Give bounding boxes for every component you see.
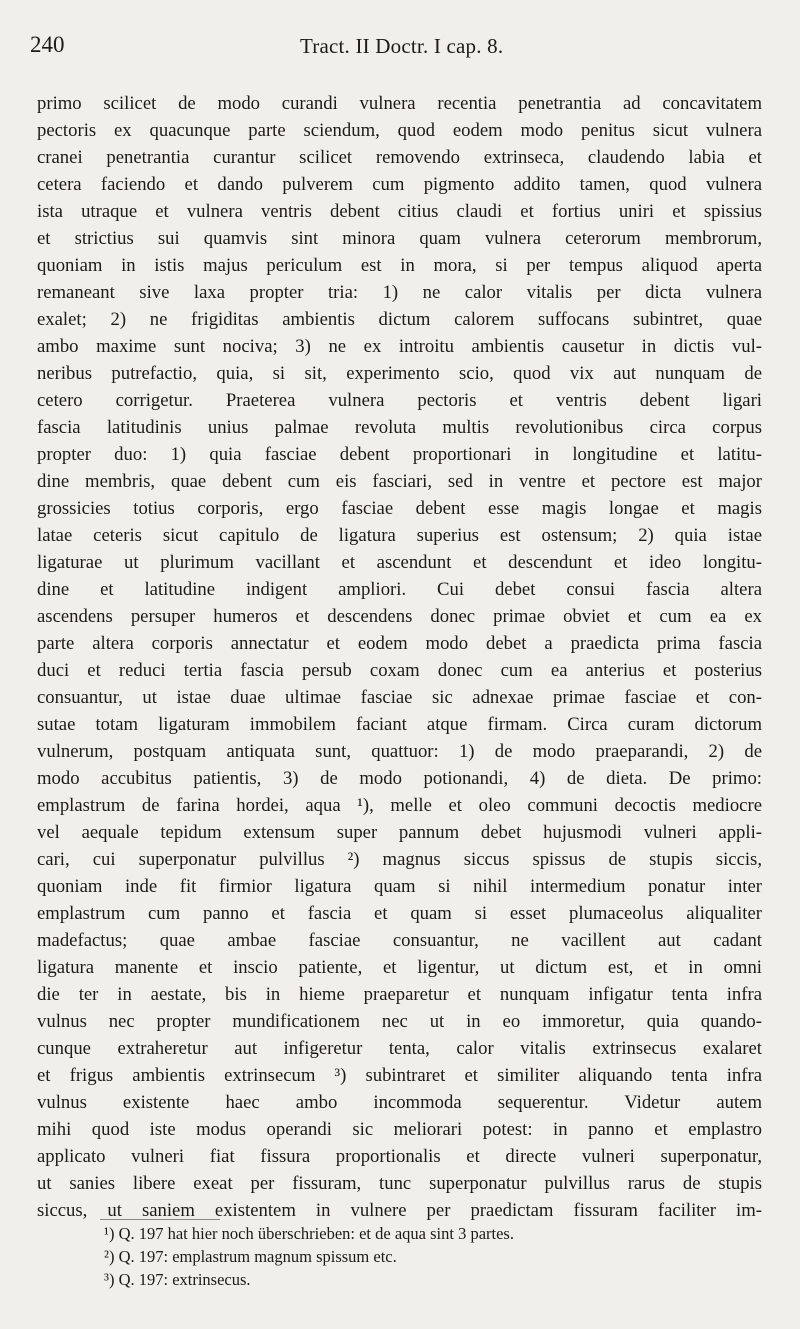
text-line: vulnerum, postquam antiquata sunt, quattuor: 1) de modo praeparandi, 2) de	[37, 741, 762, 762]
text-line: latae ceteris sicut capitulo de ligatura superius est ostensum; 2) quia istae	[37, 525, 762, 546]
text-line: duci et reduci tertia fascia persub coxam donec cum ea anterius et posterius	[37, 660, 762, 681]
text-line: quoniam inde fit firmior ligatura quam si nihil intermedium ponatur inter	[37, 876, 762, 897]
text-line: vel aequale tepidum extensum super pannum debet hujusmodi vulneri appli-	[37, 822, 762, 843]
text-line: ligaturae ut plurimum vacillant et ascendunt et descendunt et ideo longitu-	[37, 552, 762, 573]
text-line: dine membris, quae debent cum eis fasciari, sed in ventre et pectore est major	[37, 471, 762, 492]
text-line: ambo maxime sunt nociva; 3) ne ex introitu ambientis causetur in dictis vul-	[37, 336, 762, 357]
text-line: ut sanies libere exeat per fissuram, tunc superponatur pulvillus rarus de stupis	[37, 1173, 762, 1194]
footnote: ²) Q. 197: emplastrum magnum spissum etc.	[104, 1247, 397, 1266]
text-line: dine et latitudine indigent ampliori. Cui debet consui fascia altera	[37, 579, 762, 600]
text-line: et strictius sui quamvis sint minora quam vulnera ceterorum membrorum,	[37, 228, 762, 249]
text-line: cunque extraheretur aut infigeretur tenta, calor vitalis extrinsecus exalaret	[37, 1038, 762, 1059]
footnote-divider	[100, 1219, 220, 1220]
text-line: cetera faciendo et dando pulverem cum pigmento addito tamen, quod vulnera	[37, 174, 762, 195]
text-line: ascendens persuper humeros et descendens donec primae obviet et cum ea ex	[37, 606, 762, 627]
footnote: ³) Q. 197: extrinsecus.	[104, 1270, 251, 1289]
footnote: ¹) Q. 197 hat hier noch überschrieben: et de aqua sint 3 partes.	[104, 1224, 514, 1243]
text-line: pectoris ex quacunque parte sciendum, quod eodem modo penitus sicut vulnera	[37, 120, 762, 141]
text-line: fascia latitudinis unius palmae revoluta multis revolutionibus circa corpus	[37, 417, 762, 438]
text-line: ligatura manente et inscio patiente, et ligentur, ut dictum est, et in omni	[37, 957, 762, 978]
page-number: 240	[30, 32, 65, 57]
text-line: die ter in aestate, bis in hieme praeparetur et nunquam infigatur tenta infra	[37, 984, 762, 1005]
text-line: primo scilicet de modo curandi vulnera recentia penetrantia ad concavitatem	[37, 93, 762, 114]
text-line: parte altera corporis annectatur et eodem modo debet a praedicta prima fascia	[37, 633, 762, 654]
text-line: sutae totam ligaturam immobilem faciant atque firmam. Circa curam dictorum	[37, 714, 762, 735]
text-line: emplastrum cum panno et fascia et quam si esset plumaceolus aliqualiter	[37, 903, 762, 924]
text-line: cranei penetrantia curantur scilicet removendo extrinseca, claudendo labia et	[37, 147, 762, 168]
text-line: vulnus existente haec ambo incommoda sequerentur. Videtur autem	[37, 1092, 762, 1113]
main-text-block	[37, 90, 762, 1224]
text-line: applicato vulneri fiat fissura proportionalis et directe vulneri superponatur,	[37, 1146, 762, 1167]
text-line: cari, cui superponatur pulvillus ²) magnus siccus spissus de stupis siccis,	[37, 849, 762, 870]
text-line: remaneant sive laxa propter tria: 1) ne calor vitalis per dicta vulnera	[37, 282, 762, 303]
text-line: et frigus ambientis extrinsecum ³) subintraret et similiter aliquando tenta infra	[37, 1065, 762, 1086]
text-line: grossicies totius corporis, ergo fasciae debent esse magis longae et magis	[37, 498, 762, 519]
text-line: quoniam in istis majus periculum est in mora, si per tempus aliquod aperta	[37, 255, 762, 276]
text-line: exalet; 2) ne frigiditas ambientis dictum calorem suffocans subintret, quae	[37, 309, 762, 330]
text-line: consuantur, ut istae duae ultimae fasciae sic adnexae primae fasciae et con-	[37, 687, 762, 708]
footnotes	[104, 1222, 744, 1291]
page-header	[30, 32, 760, 68]
text-line: siccus, ut saniem existentem in vulnere per praedictam fissuram faciliter im-	[37, 1200, 762, 1221]
text-line: modo accubitus patientis, 3) de modo potionandi, 4) de dieta. De primo:	[37, 768, 762, 789]
running-head: Tract. II Doctr. I cap. 8.	[300, 34, 504, 58]
text-line: neribus putrefactio, quia, si sit, experimento scio, quod vix aut nunquam de	[37, 363, 762, 384]
text-line: ista utraque et vulnera ventris debent citius claudi et fortius uniri et spissius	[37, 201, 762, 222]
text-line: mihi quod iste modus operandi sic meliorari potest: in panno et emplastro	[37, 1119, 762, 1140]
text-line: propter duo: 1) quia fasciae debent proportionari in longitudine et latitu-	[37, 444, 762, 465]
text-line: madefactus; quae ambae fasciae consuantur, ne vacillent aut cadant	[37, 930, 762, 951]
text-line: cetero corrigetur. Praeterea vulnera pectoris et ventris debent ligari	[37, 390, 762, 411]
text-line: emplastrum de farina hordei, aqua ¹), melle et oleo communi decoctis mediocre	[37, 795, 762, 816]
text-line: vulnus nec propter mundificationem nec ut in eo immoretur, quia quando-	[37, 1011, 762, 1032]
